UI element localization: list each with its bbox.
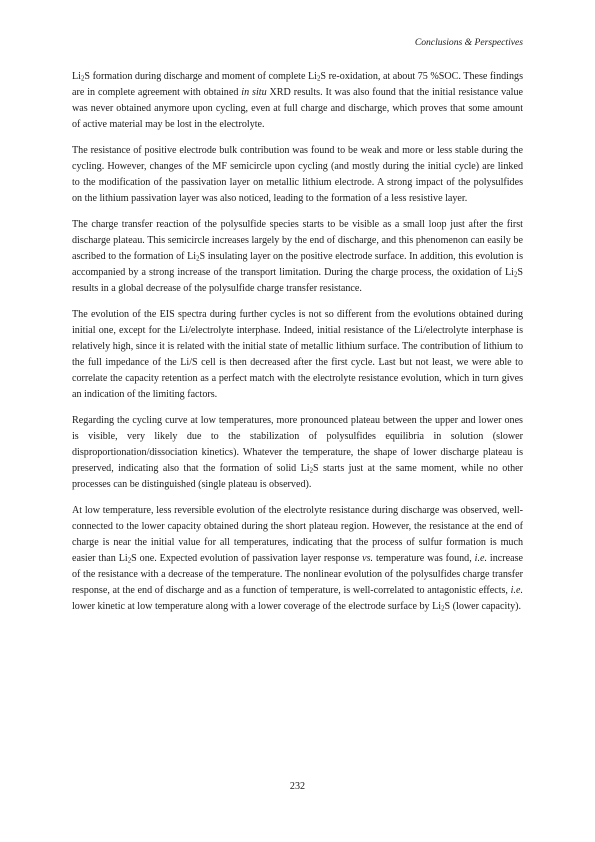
subscript-2: 2 (513, 271, 518, 279)
text-run: increase of the resistance with a decrease of the temperature. The nonlinear evolution of the polysulfides charge transfer response, at the end of discharge and as a function of temperature, is well-correlated to antagonistic effects, (72, 553, 523, 597)
text-run: S one. Expected evolution of passivation layer response (131, 553, 363, 565)
text-run: Li (72, 71, 81, 82)
text-run: S results in a global decrease of the polysulfide charge transfer resistance. (72, 267, 523, 295)
text-run: XRD results. It was also found that the initial resistance value was never obtained anymore upon cycling, even at full charge and discharge, which proves that some amount of active material may be lost in the electrolyte. (72, 87, 523, 131)
subscript-2: 2 (441, 606, 445, 614)
text-run: S starts just at the same moment, while no other processes can be distinguished (single plateau is observed). (72, 463, 523, 491)
paragraph-1 (72, 69, 523, 133)
text-run: temperature was found, (373, 553, 475, 565)
subscript-2: 2 (80, 75, 85, 83)
body-text (72, 69, 523, 625)
italic-term: i.e. (474, 553, 488, 565)
text-run: S formation during discharge and moment of complete Li (84, 71, 317, 82)
text-run: lower kinetic at low temperature along with a lower coverage of the electrode surface by Li (72, 601, 442, 613)
italic-term: vs. (362, 553, 374, 565)
italic-term: i.e. (510, 585, 523, 597)
paragraph-3 (72, 217, 523, 297)
text-run: The charge transfer reaction of the polysulfide species starts to be visible as a small loop just after the first discharge plateau. This semicircle increases largely by the end of discharge, and this phenomenon can easily be ascribed to the formation of Li (72, 218, 523, 262)
text-run: S insulating layer on the positive electrode surface. In addition, this evolution is accompanied by a strong increase of the transport limitation. During the charge process, the oxidation of Li (72, 250, 523, 279)
text-run: At low temperature, less reversible evolution of the electrolyte resistance during discharge was observed, well-connected to the lower capacity obtained during the short plateau region. However, the resistance at the end of charge is near the initial value for all temperatures, indicating that the process of sulfur formation is much easier than Li (72, 504, 523, 565)
italic-term: in situ (241, 87, 267, 99)
running-header: Conclusions & Perspectives (414, 37, 523, 48)
text-run: The resistance of positive electrode bulk contribution was found to be weak and more or less stable during the cycling. However, changes of the MF semicircle upon cycling (and mostly during the initial cycle) are linked to the modification of the passivation layer on metallic lithium electrode. A strong impact of the polysulfides on the lithium passivation layer was also noticed, leading to the formation of a less resistive layer. (72, 144, 523, 205)
page-number: 232 (289, 781, 306, 792)
text-run: The evolution of the EIS spectra during further cycles is not so different from the evolutions obtained during initial one, except for the Li/electrolyte interphase. Indeed, initial resistance of the Li/electrolyte interphase is relatively high, since it is related with the initial state of metallic lithium surface. The contribution of lithium to the full impedance of the Li/S cell is then decreased after the first cycle. Last but not least, we were able to correlate the capacity retention as a perfect match with the electrolyte resistance evolution, which in turn gives an indication of the limiting factors. (72, 308, 523, 401)
subscript-2: 2 (196, 255, 200, 263)
paragraph-5 (72, 413, 523, 493)
text-run: S re-oxidation, at about 75 %SOC. These findings are in complete agreement with obtained (72, 71, 523, 99)
subscript-2: 2 (309, 467, 313, 475)
subscript-2: 2 (316, 75, 321, 83)
text-run: S (lower capacity). (444, 601, 522, 613)
subscript-2: 2 (127, 557, 132, 565)
text-run: Regarding the cycling curve at low temperatures, more pronounced plateau between the upper and lower ones is visible, very likely due to the stabilization of polysulfides equilibria in solution (slower disproportionation/dissociation kinetics). Whatever the temperature, the shape of lower discharge plateau is preserved, indicating also that the formation of solid Li (72, 414, 523, 475)
paragraph-2 (72, 143, 523, 207)
paragraph-4 (72, 307, 523, 404)
paragraph-6 (72, 503, 523, 616)
